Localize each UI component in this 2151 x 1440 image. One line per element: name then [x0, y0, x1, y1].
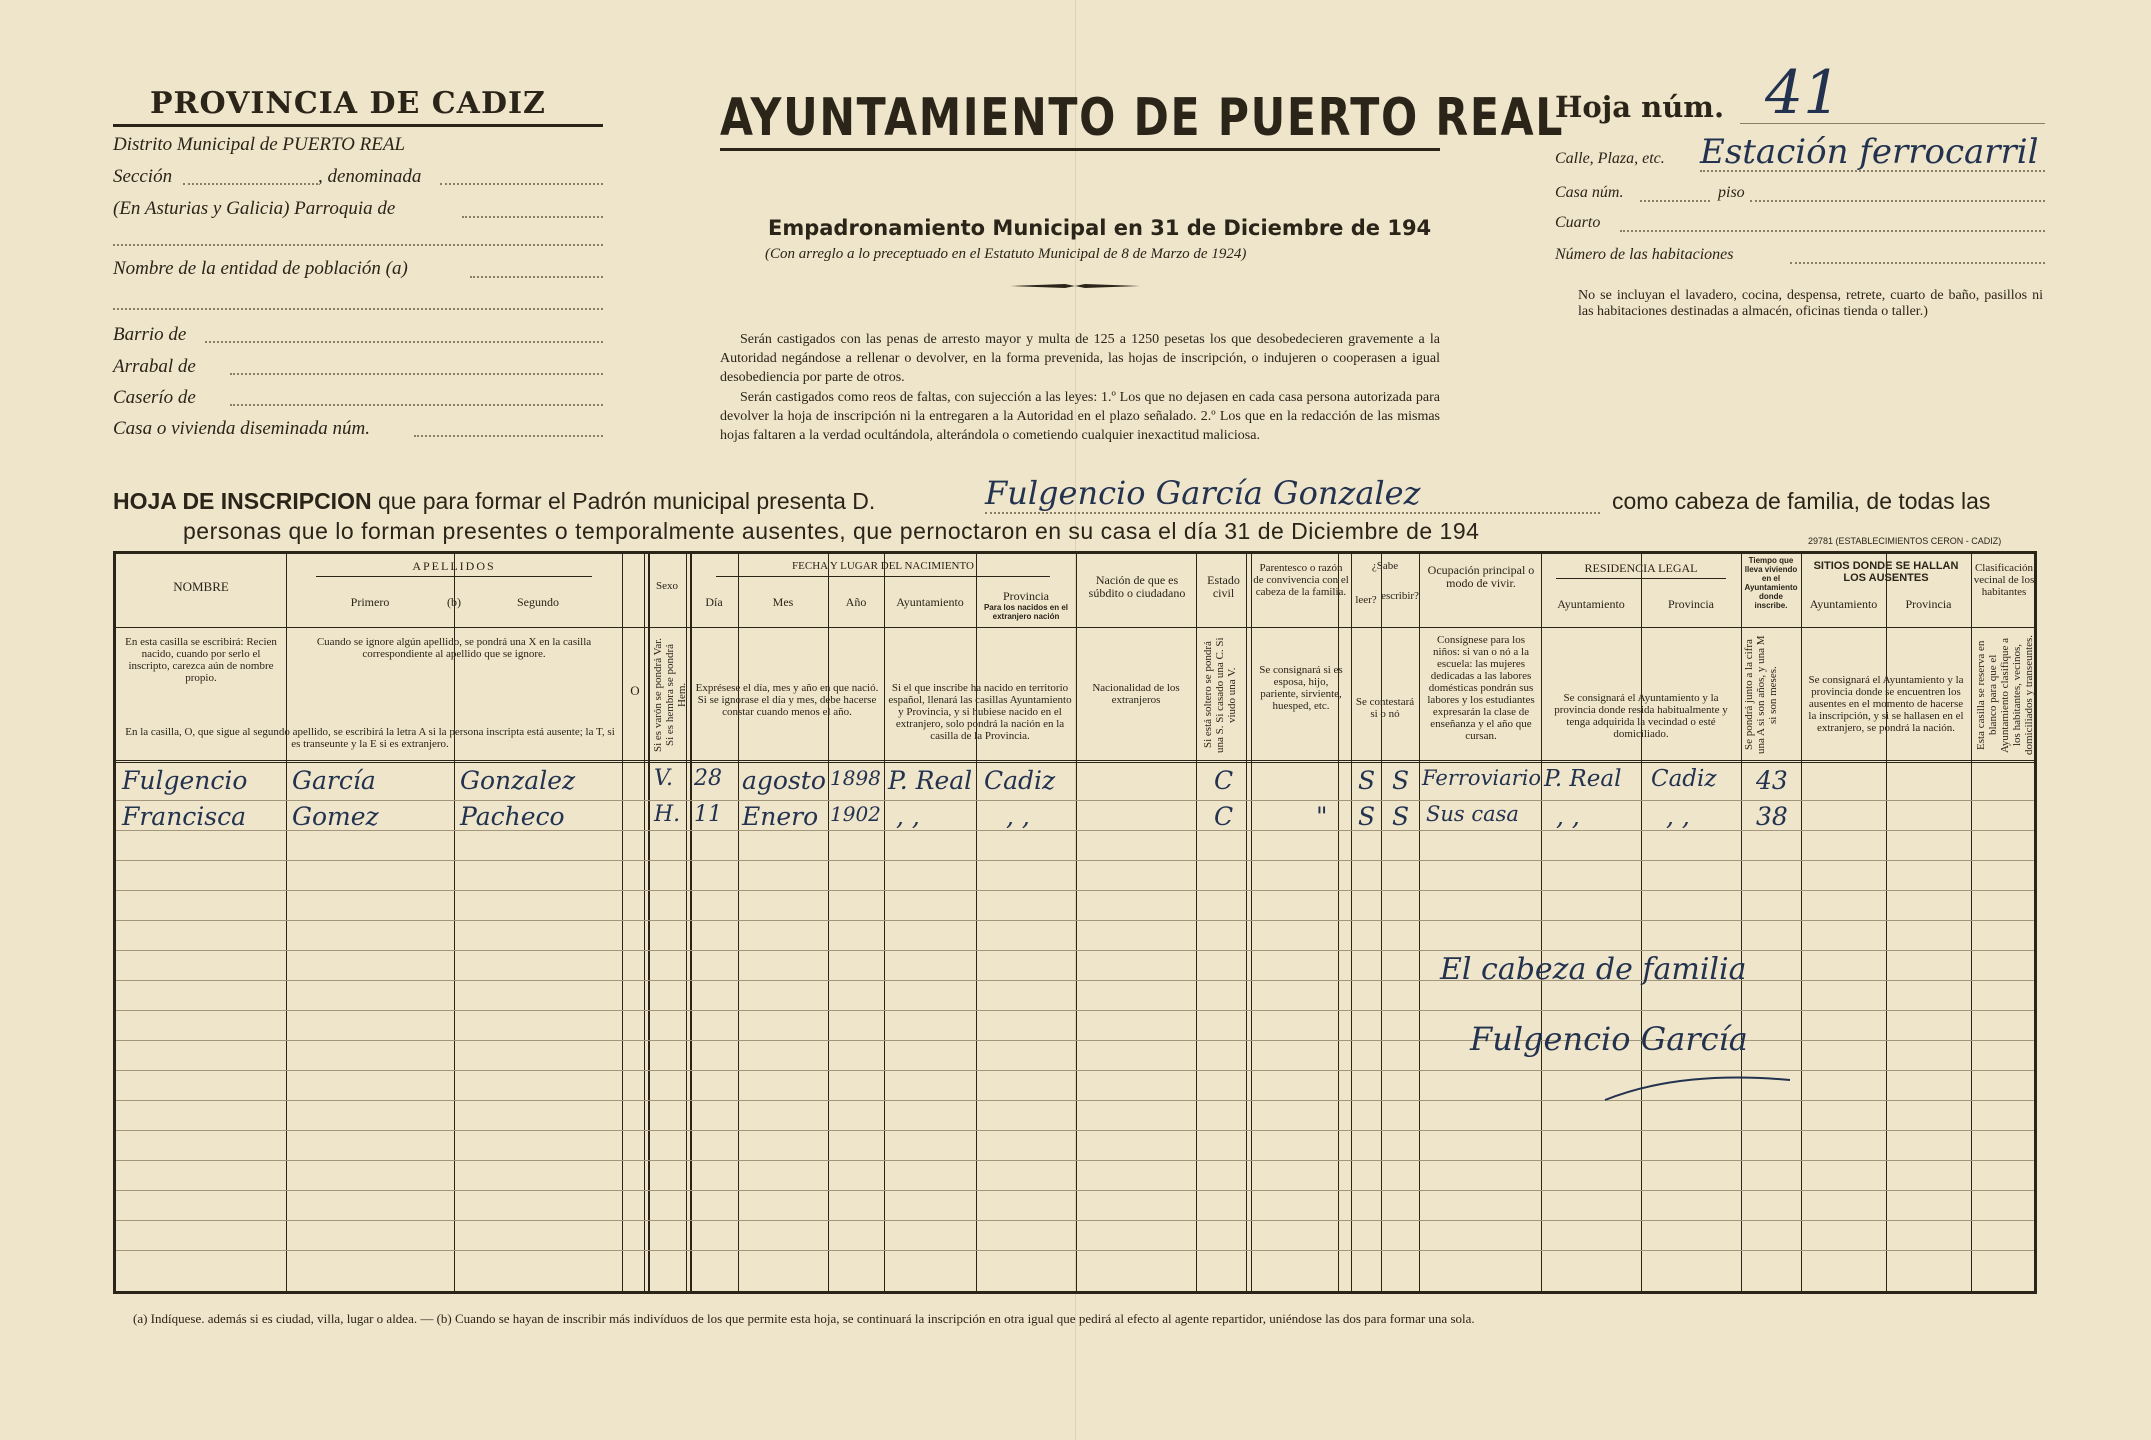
row1-escribir: S — [1392, 766, 1410, 795]
signature-line-2: Fulgencio García — [1470, 1020, 1748, 1058]
denominada-line — [440, 183, 603, 185]
row1-res-prov: Cadiz — [1651, 766, 1717, 792]
inscripcion-text-2: como cabeza de familia, de todas las — [1612, 488, 1991, 514]
col-ocupacion: Ocupación principal o modo de vivir. — [1427, 563, 1535, 590]
inscripcion-text-1: que para formar el Padrón municipal presenta D. — [377, 488, 876, 514]
row2-mes: Enero — [742, 802, 819, 831]
seccion-label: Sección — [113, 166, 173, 187]
calle-value: Estación ferrocarril — [1700, 132, 2039, 172]
col-nacion: Nación de que es súbdito o ciudadano — [1088, 573, 1186, 600]
piso-line — [1750, 200, 2045, 202]
casa-diseminada-line — [414, 435, 603, 437]
col-residencia: RESIDENCIA LEGAL — [1584, 561, 1698, 575]
signature-line-1: El cabeza de familia — [1440, 952, 1747, 987]
parroquia-line-2 — [113, 244, 603, 246]
row1-ocupacion: Ferroviario — [1422, 766, 1542, 790]
inst-clasificacion: Esta casilla se reserva en blanco para que el Ayuntamiento clasifique a los habitantes, vecinos, domiciliados y transeuntes. — [1975, 634, 2035, 756]
inst-o-label: O — [630, 683, 640, 698]
col-provincia: Provincia — [1003, 589, 1049, 603]
row1-ayto: P. Real — [888, 766, 973, 795]
row1-primero: García — [292, 766, 376, 795]
col-anio: Año — [845, 595, 867, 609]
row1-nombre: Fulgencio — [122, 766, 248, 795]
inst-lugar: Si el que inscribe ha nacido en territorio español, llenará las casillas Ayuntamiento y Provincia, y si hubiese nacido en el extranjero, solo pondrá la nación en la casilla de la Provincia. — [888, 682, 1072, 742]
inst-nombre: En esta casilla se escribirá: Recien nacido, cuando por serlo el inscripto, carezca aún de nombre propio. — [125, 636, 277, 684]
col-tiempo: Tiempo que lleva viviendo en el Ayuntamiento donde inscribe. — [1744, 556, 1798, 610]
row1-mes: agosto — [742, 766, 826, 795]
inst-estado: Si está soltero se pondrá una S. Si casado una C. Si viudo una V. — [1202, 637, 1238, 753]
row2-parentesco: " — [1316, 802, 1328, 831]
habitaciones-label: Número de las habitaciones — [1555, 246, 1734, 263]
col-primero: Primero — [350, 595, 390, 609]
row2-escribir: S — [1392, 802, 1410, 831]
row1-estado: C — [1214, 766, 1234, 795]
row1-sexo: V. — [654, 766, 674, 791]
parroquia-line — [462, 216, 603, 218]
arrabal-line — [230, 373, 603, 375]
col-sit-ayuntamiento: Ayuntamiento — [1809, 597, 1878, 611]
inst-ocupacion: Consígnese para los niños: si van o nó a la escuela: las mujeres dedicadas a las labores domésticas pondrán sus labores y los estudiantes expresarán la clase de enseñanza y el año que cursan. — [1427, 634, 1535, 742]
col-parentesco: Parentesco o razón de convivencia con el cabeza de la familia. — [1253, 562, 1349, 598]
hoja-num-line — [1740, 123, 2045, 124]
inst-tiempo: Se pondrá junto a la cifra una A si son años, y una M si son meses. — [1743, 635, 1779, 755]
row1-leer: S — [1358, 766, 1376, 795]
inst-residencia: Se consignará el Ayuntamiento y la provincia donde resida habitualmente y tenga adquirida la vecindad o esté domiciliado. — [1554, 692, 1728, 740]
row2-nombre: Francisca — [122, 802, 247, 831]
row1-anio: 1898 — [830, 766, 881, 790]
inst-sitios: Se consignará el Ayuntamiento y la provincia donde se encuentren los ausentes en el momento de hacerse la inscripción, y si se hallasen en el extranjero, se pondrá la nación. — [1808, 674, 1964, 734]
seccion-line — [183, 183, 318, 185]
row2-primero: Gomez — [292, 802, 379, 831]
row2-leer: S — [1358, 802, 1376, 831]
empadronamiento-subtitle: (Con arreglo a lo preceptuado en el Estatuto Municipal de 8 de Marzo de 1924) — [765, 246, 1247, 262]
inst-sabe: Se contestará si o nó — [1355, 696, 1415, 720]
entidad-label: Nombre de la entidad de población (a) — [113, 258, 408, 279]
ayuntamiento-title: AYUNTAMIENTO DE PUERTO REAL — [720, 88, 1565, 148]
row1-dia: 28 — [694, 766, 722, 791]
inst-parentesco: Se consignará si es esposa, hijo, pariente, sirviente, huesped, etc. — [1259, 664, 1343, 712]
row2-tiempo: 38 — [1756, 802, 1788, 831]
inscripcion-line-1 — [113, 488, 875, 515]
col-apellidos: APELLIDOS — [412, 559, 496, 573]
penalty-paragraph-1: Serán castigados con las penas de arresto mayor y multa de 125 a 1250 pesetas los que desobedecieren gravemente a la Autoridad negándose a rellenar o devolver, en la forma prevenida, las hojas de inscripción, o indujeren o cooperasen a igual desobediencia por parte de otros. — [720, 332, 1440, 385]
col-res-provincia: Provincia — [1668, 597, 1714, 611]
col-sitios: SITIOS DONDE SE HALLAN LOS AUSENTES — [1813, 560, 1959, 584]
empadronamiento-title: Empadronamiento Municipal en 31 de Diciembre de 194 — [768, 216, 1432, 240]
calle-line — [1700, 170, 2045, 172]
col-sabe: ¿Sabe — [1371, 560, 1399, 572]
col-escribir: escribir? — [1381, 590, 1419, 602]
row2-ayto: , , — [896, 802, 920, 831]
form-code: 29781 (ESTABLECIMIENTOS CERON - CADIZ) — [1808, 536, 2002, 546]
row2-prov: , , — [1006, 802, 1030, 831]
casa-num-label: Casa núm. — [1555, 184, 1624, 201]
parroquia-label: (En Asturias y Galicia) Parroquia de — [113, 198, 396, 219]
col-ayuntamiento: Ayuntamiento — [896, 595, 964, 609]
col-segundo: Segundo — [517, 595, 559, 609]
hoja-num-label: Hoja núm. — [1555, 90, 1725, 124]
col-provincia-sub: Para los nacidos en el extranjero nación — [983, 603, 1069, 621]
caserio-line — [230, 404, 603, 406]
cuarto-label: Cuarto — [1555, 214, 1601, 231]
habitaciones-line — [1790, 262, 2045, 264]
barrio-label: Barrio de — [113, 324, 187, 345]
row1-tiempo: 43 — [1756, 766, 1788, 795]
col-nombre: NOMBRE — [173, 579, 229, 594]
row1-res-ayto: P. Real — [1544, 766, 1622, 792]
inst-fecha: Exprésese el día, mes y año en que nació. Si se ignorase el día y mes, debe hacerse constar cuando menos el año. — [695, 682, 879, 718]
piso-label: piso — [1718, 184, 1745, 201]
col-mes: Mes — [772, 595, 794, 609]
signature-flourish — [1600, 1060, 1800, 1114]
inst-nacion: Nacionalidad de los extranjeros — [1092, 682, 1180, 706]
row1-segundo: Gonzalez — [460, 766, 576, 795]
inscripcion-heading: HOJA DE INSCRIPCION — [113, 488, 372, 514]
col-fecha-lugar: FECHA Y LUGAR DEL NACIMIENTO — [792, 560, 974, 572]
row2-segundo: Pacheco — [460, 802, 565, 831]
inst-o-casilla: En la casilla, O, que sigue al segundo apellido, se escribirá la letra A si la persona inscripta está ausente; la T, si es transeunte y la E si es extranjero. — [125, 726, 615, 750]
barrio-line — [205, 341, 603, 343]
row2-anio: 1902 — [830, 802, 881, 826]
footnote: (a) Indíquese. además si es ciudad, villa, lugar o aldea. — (b) Cuando se hayan de inscribir más indivíduos de los que permite esta hoja, se continuará la inscripción en otra igual que pedirá al efecto al agente repartidor, uniéndose las dos para formar una sola. — [133, 1311, 1475, 1326]
denominada-label: , denominada — [318, 166, 422, 187]
province-title-rule — [113, 124, 603, 127]
province-title: PROVINCIA DE CADIZ — [150, 86, 546, 121]
distrito-label: Distrito Municipal de PUERTO REAL — [113, 134, 406, 155]
residencia-bracket — [1556, 578, 1726, 579]
col-sexo: Sexo — [656, 580, 678, 592]
row2-ocupacion: Sus casa — [1426, 802, 1519, 826]
col-estado: Estado civil — [1207, 573, 1240, 600]
inst-sexo: Si es varón se pondrá Var. Si es hembra se pondrá Hem. — [652, 637, 688, 753]
row2-estado: C — [1214, 802, 1234, 831]
calle-label: Calle, Plaza, etc. — [1555, 150, 1665, 167]
inst-apellido: Cuando se ignore algún apellido, se pondrá una X en la casilla correspondiente al apellido que se ignore. — [316, 636, 592, 660]
ayuntamiento-rule — [720, 148, 1440, 151]
row1-prov: Cadiz — [984, 766, 1056, 795]
presenter-line — [985, 512, 1600, 514]
col-res-ayuntamiento: Ayuntamiento — [1557, 597, 1625, 611]
inscription-table — [113, 551, 2037, 1294]
cuarto-line — [1620, 230, 2045, 232]
entidad-line — [470, 276, 603, 278]
casa-num-line — [1640, 200, 1710, 202]
presenter-name: Fulgencio García Gonzalez — [985, 474, 1421, 512]
row2-dia: 11 — [694, 802, 722, 827]
penalty-paragraph-2: Serán castigados como reos de faltas, con sujección a las leyes: 1.º Los que no dejasen en cada casa persona autorizada para devolver la hoja de inscripción ni la entregaren a la Autoridad en el plazo señalado. 2.º Los que en la redacción de las mismas hojas faltaren a la verdad ocultándola, alterándola o cometiendo cualquier inexactitud maliciosa. — [720, 390, 1440, 443]
col-sit-provincia: Provincia — [1905, 597, 1952, 611]
col-b: (b) — [447, 595, 461, 609]
row2-sexo: H. — [654, 802, 681, 827]
caserio-label: Caserío de — [113, 387, 196, 408]
fecha-bracket — [716, 576, 1050, 577]
hoja-num-value: 41 — [1765, 58, 1842, 128]
ornament-divider — [1010, 274, 1140, 278]
no-incluyan-note: No se incluyan el lavadero, cocina, despensa, retrete, cuarto de baño, pasillos ni las habitaciones destinadas a almacén, oficinas tienda o taller.) — [1578, 288, 2043, 319]
col-leer: leer? — [1355, 594, 1377, 606]
arrabal-label: Arrabal de — [113, 356, 196, 377]
apellidos-bracket — [316, 576, 592, 579]
casa-diseminada-label: Casa o vivienda diseminada núm. — [113, 418, 371, 439]
inscripcion-line-2: personas que lo forman presentes o temporalmente ausentes, que pernoctaron en su casa el día 31 de Diciembre de 194 — [183, 518, 1480, 544]
row2-res-ayto: , , — [1556, 802, 1580, 831]
col-clasificacion: Clasificación vecinal de los habitantes — [1973, 562, 2035, 598]
row2-res-prov: , , — [1666, 802, 1690, 831]
entidad-line-2 — [113, 308, 603, 310]
col-dia: Día — [705, 595, 723, 609]
